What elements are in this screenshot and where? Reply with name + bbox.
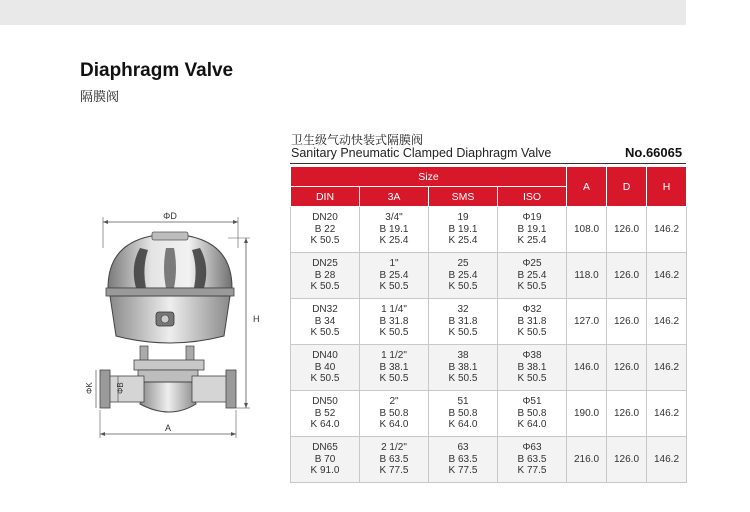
- cell-din-line: DN25: [312, 258, 338, 270]
- cell-din: [291, 391, 360, 437]
- cell-iso-line: Φ19: [522, 212, 542, 224]
- cell-iso-line: B 38.1: [517, 361, 547, 373]
- cell-sms-line: K 77.5: [448, 465, 478, 477]
- model-number: No.66065: [625, 145, 683, 160]
- cell-a3-line: 1 1/2": [381, 350, 407, 362]
- cell-h: 146.2: [647, 345, 687, 391]
- table-caption-chinese: 卫生级气动快装式隔膜阀: [291, 133, 424, 147]
- cell-din-line: B 40: [314, 361, 336, 373]
- cell-iso: [498, 207, 567, 253]
- cell-iso: [498, 299, 567, 345]
- header-sms: SMS: [429, 187, 498, 207]
- cell-din: [291, 207, 360, 253]
- cell-sms-line: 63: [457, 442, 469, 454]
- cell-a3: [360, 391, 429, 437]
- cell-sms: [429, 437, 498, 483]
- header-3a: 3A: [360, 187, 429, 207]
- page-subtitle: 隔膜阀: [80, 89, 120, 104]
- cell-sms-line: 25: [457, 258, 469, 270]
- table-row: [291, 253, 687, 299]
- cell-iso: [498, 391, 567, 437]
- header-a: A: [567, 167, 607, 207]
- cell-iso-line: Φ51: [522, 396, 542, 408]
- top-banner-bar: [0, 0, 686, 25]
- cell-d: 126.0: [607, 391, 647, 437]
- dim-label-k: ΦK: [85, 382, 94, 394]
- cell-din: [291, 345, 360, 391]
- cell-a3-line: 3/4": [385, 212, 403, 224]
- header-d: D: [607, 167, 647, 207]
- cell-a: 127.0: [567, 299, 607, 345]
- cell-a: 216.0: [567, 437, 607, 483]
- cell-sms-line: 32: [457, 304, 469, 316]
- page-title: Diaphragm Valve: [80, 60, 234, 81]
- cell-sms-line: K 50.5: [448, 327, 478, 339]
- cell-d: 126.0: [607, 437, 647, 483]
- cell-din-line: B 52: [314, 407, 336, 419]
- cell-a3: [360, 437, 429, 483]
- dim-label-a: A: [164, 423, 172, 433]
- cell-a: 118.0: [567, 253, 607, 299]
- header-iso: ISO: [498, 187, 567, 207]
- cell-sms-line: 38: [457, 350, 469, 362]
- table-row: [291, 345, 687, 391]
- table-row: [291, 391, 687, 437]
- actuator-body: [110, 296, 230, 343]
- cell-a3-line: B 38.1: [379, 361, 409, 373]
- cell-iso-line: K 25.4: [517, 235, 547, 247]
- bonnet-bolts: [134, 346, 204, 370]
- cell-a3-line: K 50.5: [379, 373, 409, 385]
- cell-sms-line: B 25.4: [448, 269, 478, 281]
- cell-iso-line: K 50.5: [517, 327, 547, 339]
- cell-din-line: DN32: [312, 304, 338, 316]
- cell-sms-line: B 19.1: [448, 223, 478, 235]
- spec-table: [290, 166, 687, 483]
- cell-din-line: B 70: [314, 453, 336, 465]
- cell-h: 146.2: [647, 207, 687, 253]
- cell-sms: [429, 391, 498, 437]
- spec-table-body: [291, 207, 687, 483]
- cell-sms-line: B 31.8: [448, 315, 478, 327]
- cell-din-line: K 50.5: [310, 373, 340, 385]
- cell-sms: [429, 345, 498, 391]
- dim-label-od: ΦD: [163, 211, 177, 221]
- cell-a3-line: B 25.4: [379, 269, 409, 281]
- cell-sms-line: B 38.1: [448, 361, 478, 373]
- cell-h: 146.2: [647, 299, 687, 345]
- cell-din: [291, 253, 360, 299]
- cell-d: 126.0: [607, 299, 647, 345]
- cell-a: 190.0: [567, 391, 607, 437]
- cell-din: [291, 299, 360, 345]
- cell-din-line: K 50.5: [310, 327, 340, 339]
- header-size: Size: [291, 167, 567, 187]
- cell-a3-line: B 63.5: [379, 453, 409, 465]
- cell-iso-line: Φ32: [522, 304, 542, 316]
- cell-sms-line: B 50.8: [448, 407, 478, 419]
- dim-label-h: H: [253, 314, 260, 324]
- cell-iso: [498, 437, 567, 483]
- cell-din-line: DN50: [312, 396, 338, 408]
- table-row: [291, 299, 687, 345]
- cell-iso-line: Φ25: [522, 258, 542, 270]
- header-h: H: [647, 167, 687, 207]
- cell-din-line: K 64.0: [310, 419, 340, 431]
- cell-sms-line: K 64.0: [448, 419, 478, 431]
- cell-din-line: K 50.5: [310, 281, 340, 293]
- table-row: [291, 437, 687, 483]
- cell-a: 108.0: [567, 207, 607, 253]
- cell-a3-line: 1 1/4": [381, 304, 407, 316]
- cell-d: 126.0: [607, 253, 647, 299]
- cell-sms-line: K 50.5: [448, 373, 478, 385]
- cell-sms: [429, 207, 498, 253]
- cell-h: 146.2: [647, 437, 687, 483]
- cell-a3-line: K 50.5: [379, 327, 409, 339]
- cell-a3-line: B 31.8: [379, 315, 409, 327]
- cell-din-line: B 34: [314, 315, 336, 327]
- cell-a3-line: K 64.0: [379, 419, 409, 431]
- cell-sms-line: B 63.5: [448, 453, 478, 465]
- cell-a: 146.0: [567, 345, 607, 391]
- cell-sms-line: 51: [457, 396, 469, 408]
- cell-a3: [360, 345, 429, 391]
- cell-din-line: DN20: [312, 212, 338, 224]
- cell-iso-line: Φ38: [522, 350, 542, 362]
- cell-sms: [429, 299, 498, 345]
- cell-a3: [360, 299, 429, 345]
- cell-din-line: K 91.0: [310, 465, 340, 477]
- dim-label-b: ΦB: [116, 382, 125, 394]
- cell-iso-line: B 31.8: [517, 315, 547, 327]
- cell-iso-line: K 50.5: [517, 373, 547, 385]
- cell-sms-line: K 25.4: [448, 235, 478, 247]
- cell-iso: [498, 253, 567, 299]
- cell-h: 146.2: [647, 391, 687, 437]
- cell-iso-line: B 50.8: [517, 407, 547, 419]
- cell-h: 146.2: [647, 253, 687, 299]
- cell-d: 126.0: [607, 345, 647, 391]
- cell-iso-line: B 19.1: [517, 223, 547, 235]
- cell-d: 126.0: [607, 207, 647, 253]
- cell-iso-line: K 50.5: [517, 281, 547, 293]
- cell-iso: [498, 345, 567, 391]
- cell-a3-line: K 77.5: [379, 465, 409, 477]
- cell-a3-line: K 25.4: [379, 235, 409, 247]
- cell-a3-line: 2": [389, 396, 399, 408]
- cell-iso-line: K 77.5: [517, 465, 547, 477]
- cell-a3-line: 2 1/2": [381, 442, 407, 454]
- cell-din: [291, 437, 360, 483]
- cell-a3: [360, 253, 429, 299]
- cell-iso-line: K 64.0: [517, 419, 547, 431]
- cell-din-line: DN40: [312, 350, 338, 362]
- cell-din-line: DN65: [312, 442, 338, 454]
- actuator-cap: [106, 232, 234, 296]
- cell-din-line: K 50.5: [310, 235, 340, 247]
- cell-a3-line: 1": [389, 258, 399, 270]
- cell-a3-line: B 19.1: [379, 223, 409, 235]
- cell-din-line: B 22: [314, 223, 336, 235]
- cell-iso-line: Φ63: [522, 442, 542, 454]
- caption-rule: [290, 163, 686, 164]
- cell-a3-line: K 50.5: [379, 281, 409, 293]
- cell-a3-line: B 50.8: [379, 407, 409, 419]
- cell-a3: [360, 207, 429, 253]
- cell-iso-line: B 25.4: [517, 269, 547, 281]
- header-din: DIN: [291, 187, 360, 207]
- cell-sms-line: 19: [457, 212, 469, 224]
- table-caption-english: Sanitary Pneumatic Clamped Diaphragm Valve: [291, 146, 552, 160]
- table-row: [291, 207, 687, 253]
- dimension-a: [100, 410, 236, 438]
- cell-iso-line: B 63.5: [517, 453, 547, 465]
- cell-sms-line: K 50.5: [448, 281, 478, 293]
- cell-sms: [429, 253, 498, 299]
- cell-din-line: B 28: [314, 269, 336, 281]
- valve-drawing: [78, 208, 278, 448]
